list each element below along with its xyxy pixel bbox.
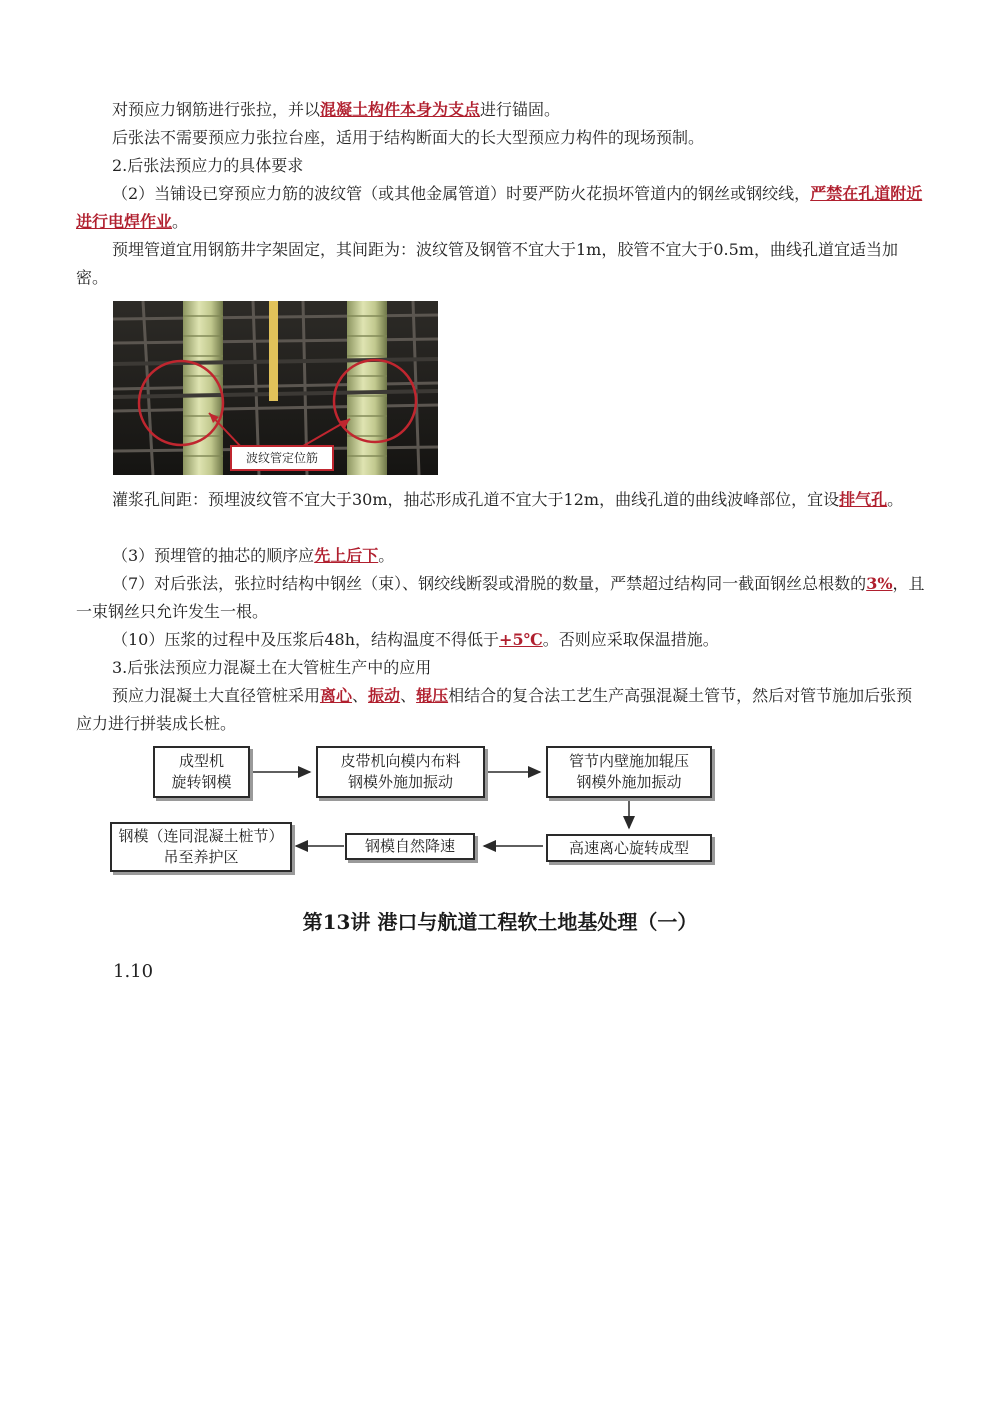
box-line: 钢模外施加振动 [347,773,453,791]
highlight-text: 先上后下 [314,546,379,565]
paragraph-heading-application: 3.后张法预应力混凝土在大管桩生产中的应用 [112,658,432,677]
text: 。 [887,490,904,509]
flow-box-curing [110,822,292,872]
text: 灌浆孔间距：预埋波纹管不宜大于30m，抽芯形成孔道不宜大于12m，曲线孔道的曲线波峰部位，宜设 [112,490,840,509]
paragraph-item-2 [76,180,926,236]
box-line: 钢模自然降速 [364,837,455,855]
paragraph-heading-requirements: 2.后张法预应力的具体要求 [112,156,304,175]
highlight-text: 离心 [320,686,353,705]
photo-caption-label: 波纹管定位筋 [230,445,334,471]
text: 预应力混凝土大直径管桩采用 [112,686,321,705]
box-line: 旋转钢模 [171,773,232,791]
section-number: 1.10 [113,961,154,982]
text: （7）对后张法，张拉时结构中钢丝（束）、钢绞线断裂或滑脱的数量，严禁超过结构同一截面钢丝总根数的 [112,574,867,593]
box-line: 皮带机向模内布料 [340,752,461,770]
text: 、 [352,686,369,705]
highlight-text: 排气孔 [839,490,888,509]
highlight-text: 混凝土构件本身为支点 [320,100,481,119]
flow-box-belt-feeding [316,746,485,798]
flow-box-rolling [546,746,712,798]
paragraph-item-7 [76,570,926,626]
paragraph-pipe-pile [76,682,926,738]
paragraph-post-tension-desc: 后张法不需要预应力张拉台座，适用于结构断面大的长大型预应力构件的现场预制。 [112,128,705,147]
box-line: 管节内壁施加辊压 [568,752,689,770]
box-line: 高速离心旋转成型 [568,838,689,857]
flow-box-forming-machine [153,746,250,798]
paragraph-pipe-fixing: 预埋管道宜用钢筋井字架固定，其间距为：波纹管及钢管不宜大于1m，胶管不宜大于0.5m，曲线孔道宜适当加密。 [76,240,898,287]
section-title: 第13讲 港口与航道工程软土地基处理（一） [302,910,698,934]
text: 相结合的复合法工艺生产高强混凝土管节，然后对管节施加后张预应力进行拼装成长桩。 [76,686,913,733]
text: 对预应力钢筋进行张拉，并以 [112,100,321,119]
box-line: 成型机 [178,752,224,770]
flow-box-slowdown [345,833,475,860]
paragraph-grout-hole [76,486,926,514]
paragraph-item-3 [76,542,926,570]
text: 。 [378,546,395,565]
highlight-text: +5℃ [499,630,543,649]
text: 。否则应采取保温措施。 [542,630,719,649]
corrugated-duct-photo [113,301,438,475]
highlight-text: 振动 [368,686,401,705]
box-line: 钢模外施加振动 [576,773,682,791]
highlight-text: 严禁在孔道附近进行电焊作业 [76,184,923,231]
box-line: 钢模（连同混凝土桩节） [118,827,284,845]
flow-box-centrifugal [546,834,712,862]
box-line: 吊至养护区 [163,848,239,866]
text: ，且一束钢丝只允许发生一根。 [76,574,925,621]
text: 。 [172,212,189,231]
paragraph-item-10 [76,626,926,654]
highlight-text: 辊压 [416,686,449,705]
highlight-text: 3% [866,574,893,593]
text: （2）当铺设已穿预应力筋的波纹管（或其他金属管道）时要严防火花损坏管道内的钢丝或钢绞线， [112,184,811,203]
paragraph-anchoring [76,96,926,124]
text: （10）压浆的过程中及压浆后48h，结构温度不得低于 [112,630,500,649]
text: 进行锚固。 [480,100,561,119]
text: （3）预埋管的抽芯的顺序应 [112,546,315,565]
text: 、 [400,686,417,705]
